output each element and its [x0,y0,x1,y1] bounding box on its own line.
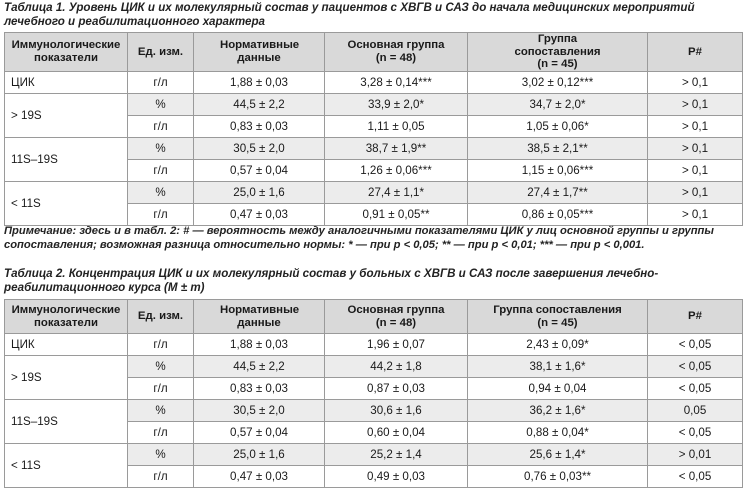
unit-cell: г/л [128,334,194,356]
main-cell: 27,4 ± 1,1* [325,181,468,203]
table-row [5,444,743,466]
unit-cell: г/л [128,71,194,93]
table2-caption [4,267,742,295]
main-cell: 1,11 ± 0,05 [325,115,468,137]
table-row [5,71,743,93]
comp-cell: 0,94 ± 0,04 [468,378,648,400]
norm-cell: 1,88 ± 0,03 [194,71,325,93]
unit-cell: % [128,181,194,203]
param-cell: ЦИК [5,71,128,93]
table1-header-unit: Ед. изм. [128,33,194,72]
table1-header-p: P# [648,33,743,72]
unit-cell: % [128,356,194,378]
norm-cell: 30,5 ± 2,0 [194,137,325,159]
comp-cell: 36,2 ± 1,6* [468,400,648,422]
table1-caption [4,1,742,29]
table2-header-p: P# [648,300,743,334]
table-row [5,137,743,159]
table1-header-comp: Группа сопоставления (n = 45) [468,33,648,72]
table-row [5,181,743,203]
comp-cell: 3,02 ± 0,12*** [468,71,648,93]
p-cell: > 0,1 [648,71,743,93]
norm-cell: 0,47 ± 0,03 [194,203,325,225]
table1-header-norm: Нормативные данные [194,33,325,72]
table-row [5,93,743,115]
comp-cell: 0,76 ± 0,03** [468,466,648,488]
unit-cell: г/л [128,203,194,225]
table2-caption-text: Концентрация ЦИК и их молекулярный состав у больных с ХВГВ и САЗ после завершения лечебно-реабилитационного курса (M ± m) [4,267,659,294]
main-cell: 33,9 ± 2,0* [325,93,468,115]
unit-cell: г/л [128,159,194,181]
param-cell: < 11S [5,444,128,488]
table1-note: Примечание: здесь и в табл. 2: # — вероятность между аналогичными показателями ЦИК у лиц основной группы и группы сопоставления; возможная разница относительно нормы: * — при р < 0,05; ** — при р < 0,01; *** — при р < 0,001. [4,225,714,251]
p-cell: < 0,05 [648,466,743,488]
table-row [5,356,743,378]
table2-header-comp: Группа сопоставления (n = 45) [468,300,648,334]
main-cell: 38,7 ± 1,9** [325,137,468,159]
norm-cell: 0,83 ± 0,03 [194,115,325,137]
comp-cell: 25,6 ± 1,4* [468,444,648,466]
comp-cell: 0,86 ± 0,05*** [468,203,648,225]
norm-cell: 0,47 ± 0,03 [194,466,325,488]
table1-header-param: Иммунологические показатели [5,33,128,72]
table2-header-param: Иммунологические показатели [5,300,128,334]
table2-header-norm: Нормативные данные [194,300,325,334]
comp-cell: 2,43 ± 0,09* [468,334,648,356]
comp-cell: 1,15 ± 0,06*** [468,159,648,181]
table2-header-main: Основная группа (n = 48) [325,300,468,334]
comp-cell: 38,1 ± 1,6* [468,356,648,378]
comp-cell: 1,05 ± 0,06* [468,115,648,137]
unit-cell: г/л [128,115,194,137]
norm-cell: 25,0 ± 1,6 [194,181,325,203]
norm-cell: 25,0 ± 1,6 [194,444,325,466]
p-cell: > 0,1 [648,137,743,159]
unit-cell: % [128,400,194,422]
comp-cell: 34,7 ± 2,0* [468,93,648,115]
param-cell: > 19S [5,93,128,137]
table2 [4,299,743,488]
main-cell: 3,28 ± 0,14*** [325,71,468,93]
p-cell: < 0,05 [648,378,743,400]
unit-cell: г/л [128,378,194,400]
p-cell: > 0,1 [648,115,743,137]
main-cell: 0,60 ± 0,04 [325,422,468,444]
p-cell: < 0,05 [648,356,743,378]
param-cell: ЦИК [5,334,128,356]
param-cell: 11S–19S [5,137,128,181]
p-cell: > 0,1 [648,203,743,225]
p-cell: > 0,1 [648,181,743,203]
main-cell: 30,6 ± 1,6 [325,400,468,422]
p-cell: > 0,01 [648,444,743,466]
table2-header-unit: Ед. изм. [128,300,194,334]
norm-cell: 44,5 ± 2,2 [194,356,325,378]
table1-caption-text: Уровень ЦИК и их молекулярный состав у пациентов с ХВГВ и САЗ до начала медицинских мероприятий лечебного и реабилитационного характера [4,1,695,28]
table-row [5,400,743,422]
norm-cell: 0,83 ± 0,03 [194,378,325,400]
main-cell: 1,96 ± 0,07 [325,334,468,356]
norm-cell: 0,57 ± 0,04 [194,422,325,444]
p-cell: < 0,05 [648,334,743,356]
unit-cell: % [128,137,194,159]
unit-cell: г/л [128,466,194,488]
table1 [4,32,743,226]
main-cell: 0,49 ± 0,03 [325,466,468,488]
main-cell: 1,26 ± 0,06*** [325,159,468,181]
unit-cell: % [128,444,194,466]
comp-cell: 38,5 ± 2,1** [468,137,648,159]
p-cell: > 0,1 [648,159,743,181]
p-cell: < 0,05 [648,422,743,444]
main-cell: 0,91 ± 0,05** [325,203,468,225]
table2-label: Таблица 2. [4,267,66,280]
table-row [5,334,743,356]
norm-cell: 1,88 ± 0,03 [194,334,325,356]
param-cell: < 11S [5,181,128,225]
param-cell: 11S–19S [5,400,128,444]
main-cell: 0,87 ± 0,03 [325,378,468,400]
norm-cell: 0,57 ± 0,04 [194,159,325,181]
table1-label: Таблица 1. [4,1,66,14]
main-cell: 44,2 ± 1,8 [325,356,468,378]
p-cell: > 0,1 [648,93,743,115]
param-cell: > 19S [5,356,128,400]
p-cell: 0,05 [648,400,743,422]
norm-cell: 44,5 ± 2,2 [194,93,325,115]
norm-cell: 30,5 ± 2,0 [194,400,325,422]
comp-cell: 27,4 ± 1,7** [468,181,648,203]
main-cell: 25,2 ± 1,4 [325,444,468,466]
comp-cell: 0,88 ± 0,04* [468,422,648,444]
unit-cell: % [128,93,194,115]
unit-cell: г/л [128,422,194,444]
table1-header-main: Основная группа (n = 48) [325,33,468,72]
